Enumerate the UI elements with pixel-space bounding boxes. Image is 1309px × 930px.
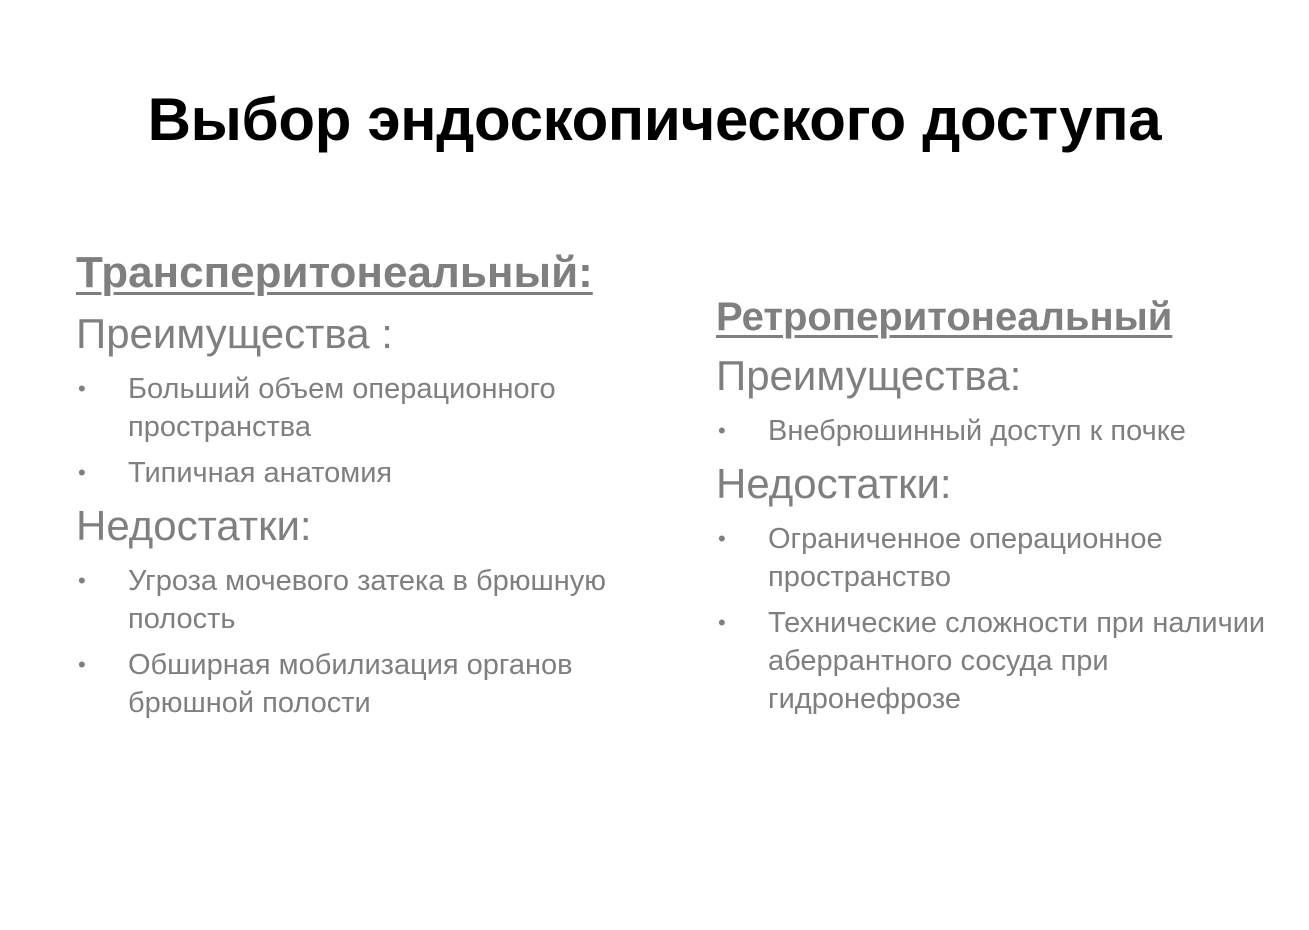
bullet-icon: •	[718, 418, 726, 443]
bullet-icon: •	[78, 652, 86, 677]
left-column-heading: Трансперитонеальный:	[76, 248, 593, 297]
bullet-icon: •	[718, 526, 726, 551]
list-item-text: Обширная мобилизация органов брюшной полости	[128, 649, 573, 719]
list-item	[76, 646, 621, 722]
left-column-transperitoneal	[76, 246, 621, 730]
list-item-text: Типичная анатомия	[128, 457, 393, 489]
bullet-icon: •	[78, 460, 86, 485]
right-advantages-list	[716, 412, 1276, 450]
list-item-text: Внебрюшинный доступ к почке	[768, 415, 1186, 447]
list-item-text: Угроза мочевого затека в брюшную полость	[128, 565, 606, 635]
left-advantages-label: Преимущества :	[76, 310, 393, 357]
slide-title: Выбор эндоскопического доступа	[147, 86, 1162, 153]
bullet-icon: •	[78, 568, 86, 593]
list-item	[76, 454, 621, 492]
list-item	[716, 520, 1276, 596]
list-item	[716, 412, 1276, 450]
right-column-heading: Ретроперитонеальный	[716, 295, 1173, 339]
bullet-icon: •	[78, 376, 86, 401]
list-item	[716, 604, 1276, 718]
right-column-retroperitoneal	[716, 292, 1276, 726]
list-item-text: Технические сложности при наличии аберрантного сосуда при гидронефрозе	[768, 607, 1266, 715]
list-item	[76, 562, 621, 638]
list-item-text: Больший объем операционного пространства	[128, 373, 556, 443]
list-item	[76, 370, 621, 446]
right-disadvantages-label: Недостатки:	[716, 460, 952, 507]
left-advantages-list	[76, 370, 621, 492]
right-advantages-label: Преимущества:	[716, 352, 1022, 399]
list-item-text: Ограниченное операционное пространство	[768, 523, 1163, 593]
left-disadvantages-label: Недостатки:	[76, 502, 312, 549]
bullet-icon: •	[718, 610, 726, 635]
left-disadvantages-list	[76, 562, 621, 722]
right-disadvantages-list	[716, 520, 1276, 718]
